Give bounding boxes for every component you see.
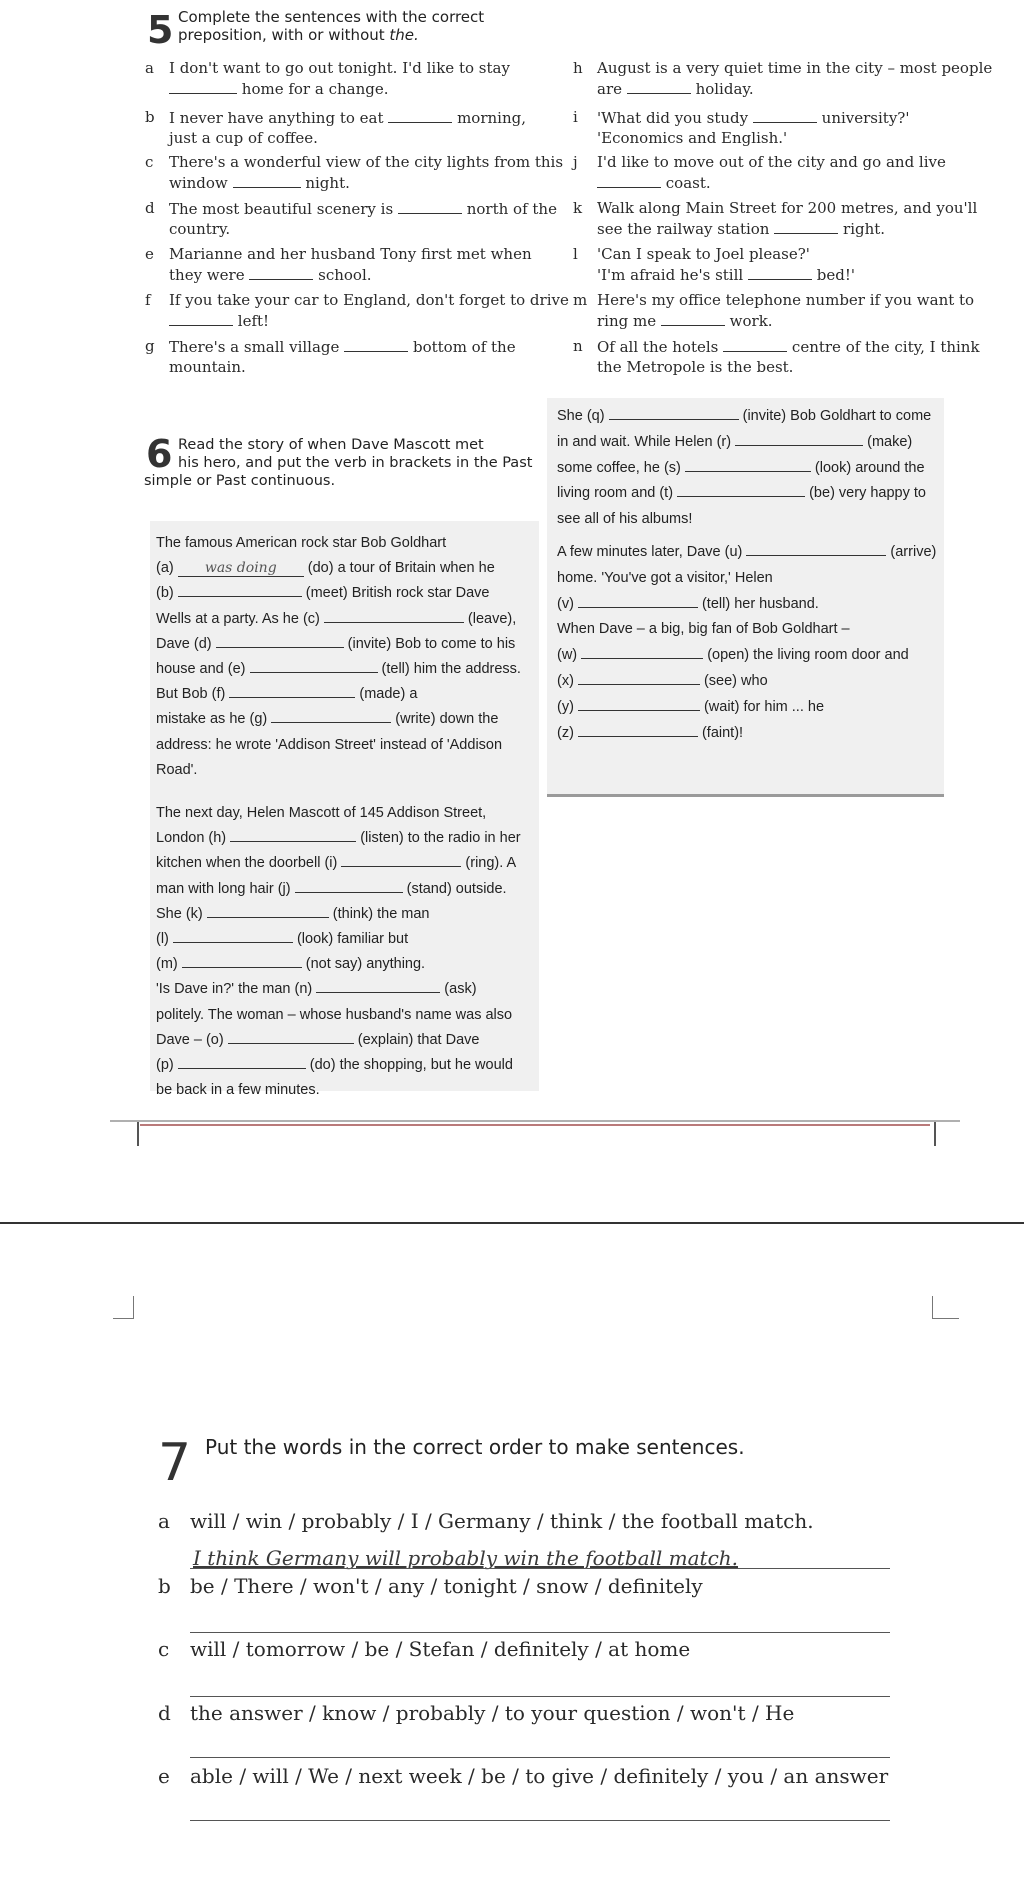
- answer-blank[interactable]: [578, 721, 698, 737]
- story-line: [156, 632, 515, 657]
- story-text: (tell) him the address.: [377, 661, 521, 677]
- story-text: (invite) Bob Goldhart to come: [738, 408, 932, 424]
- answer-blank[interactable]: [685, 456, 811, 472]
- story-line: [557, 643, 909, 668]
- story-line: [156, 977, 477, 1002]
- story-line: [557, 695, 824, 720]
- story-text: (meet) British rock star Dave: [301, 585, 490, 602]
- answer-blank[interactable]: [229, 682, 355, 698]
- story-text: (a): [156, 560, 178, 577]
- story-text: mistake as he (g): [156, 711, 272, 728]
- story-line: [156, 801, 486, 826]
- story-line: [156, 877, 507, 902]
- story-text: (b): [156, 585, 178, 602]
- story-text: (x): [557, 673, 578, 689]
- story-line: [156, 952, 425, 977]
- story-line: [156, 1078, 320, 1103]
- exercise-7-instruction: Put the words in the correct order to make sentences.: [205, 1435, 745, 1459]
- story-line: [557, 617, 850, 642]
- story-text: But Bob (f): [156, 686, 230, 703]
- story-line: [557, 721, 743, 746]
- answer-blank[interactable]: [341, 851, 461, 867]
- story-text: (wait) for him ... he: [699, 698, 825, 715]
- story-text: The next day, Helen Mascott of 145 Addison Street,: [156, 805, 487, 821]
- exercise-7-item-d: d the answer / know / probably / to your question / won't / He: [158, 1701, 795, 1725]
- story-text: address: he wrote 'Addison Street' instead of 'Addison: [156, 736, 503, 753]
- story-line: [156, 707, 498, 732]
- story-text: (look) around the: [810, 459, 925, 476]
- answer-blank[interactable]: [169, 79, 237, 94]
- story-line: [156, 581, 490, 606]
- instruction-line-1: Complete the sentences with the correct: [178, 8, 485, 26]
- story-right-bottom-rule: [547, 794, 944, 797]
- story-line: [156, 607, 516, 632]
- story-line: [156, 1053, 513, 1078]
- answer-blank[interactable]: [398, 199, 462, 214]
- exercise-7-answer-a: I think Germany will probably win the football match.: [193, 1546, 739, 1570]
- story-text: home. 'You've got a visitor,' Helen: [557, 569, 773, 586]
- exercise-5-number: 5: [147, 8, 174, 52]
- story-text: (think) the man: [328, 905, 430, 922]
- answer-blank[interactable]: [578, 669, 700, 685]
- story-text: (see) who: [699, 673, 768, 689]
- answer-blank[interactable]: [746, 540, 886, 556]
- answer-blank[interactable]: [748, 265, 812, 280]
- story-text: A few minutes later, Dave (u): [557, 544, 747, 560]
- answer-line-a[interactable]: [190, 1568, 890, 1569]
- instruction-line-2: preposition, with or without the.: [178, 26, 419, 44]
- story-line: [557, 592, 819, 617]
- story-text: kitchen when the doorbell (i): [156, 855, 342, 872]
- story-text: (p): [156, 1057, 178, 1073]
- answer-blank[interactable]: [316, 977, 440, 993]
- story-line: [557, 540, 936, 565]
- story-text: (make): [863, 433, 913, 450]
- story-line: [156, 1028, 479, 1053]
- story-text: living room and (t): [557, 485, 678, 502]
- story-text: (z): [557, 724, 578, 741]
- story-text: (v): [557, 595, 578, 612]
- exercise-7-item-b: b be / There / won't / any / tonight / snow / definitely: [158, 1574, 703, 1598]
- story-text: politely. The woman – whose husband's name was also: [156, 1006, 513, 1023]
- answer-blank[interactable]: [173, 927, 293, 943]
- story-text: (do) a tour of Britain when he: [303, 560, 495, 577]
- exercise-7-number: 7: [158, 1433, 192, 1493]
- answer-blank[interactable]: [169, 311, 233, 326]
- answer-blank[interactable]: [207, 902, 329, 918]
- answer-blank[interactable]: [581, 643, 703, 659]
- story-text: The famous American rock star Bob Goldhart: [156, 535, 447, 551]
- story-text: some coffee, he (s): [557, 459, 685, 476]
- story-text: be back in a few minutes.: [156, 1082, 320, 1099]
- answer-blank[interactable]: [178, 1053, 306, 1069]
- story-line: [156, 851, 516, 876]
- answer-blank[interactable]: [597, 173, 661, 188]
- answer-blank[interactable]: [228, 1028, 354, 1044]
- story-line: [156, 733, 502, 758]
- story-text: (tell) her husband.: [697, 595, 819, 612]
- story-text: (faint)!: [697, 724, 744, 741]
- story-line: [557, 404, 931, 429]
- page-divider: [0, 1222, 1024, 1224]
- answer-blank[interactable]: [388, 108, 452, 123]
- story-line: [557, 507, 692, 532]
- story-line: [156, 927, 408, 952]
- story-line: [557, 669, 768, 694]
- story-text: (m): [156, 956, 182, 973]
- rule-tick-left: [137, 1122, 139, 1146]
- answer-line-d[interactable]: [190, 1757, 890, 1758]
- rule-gray: [110, 1120, 960, 1122]
- answer-blank[interactable]: [661, 311, 725, 326]
- story-text: (write) down the: [391, 711, 499, 728]
- answer-blank[interactable]: [324, 607, 464, 623]
- answer-line-c[interactable]: [190, 1696, 890, 1697]
- story-line: [557, 481, 926, 506]
- story-text: Wells at a party. As he (c): [156, 610, 324, 627]
- story-text: 'Is Dave in?' the man (n): [156, 981, 317, 998]
- story-text: London (h): [156, 830, 231, 847]
- answer-blank[interactable]: [723, 337, 787, 352]
- story-line: [156, 826, 521, 851]
- crop-mark-right: [932, 1296, 959, 1319]
- story-text: When Dave – a big, big fan of Bob Goldhart –: [557, 621, 850, 638]
- answer-blank[interactable]: [178, 581, 302, 597]
- answer-blank[interactable]: [249, 265, 313, 280]
- answer-blank[interactable]: [578, 695, 700, 711]
- answer-line-e[interactable]: [190, 1820, 890, 1821]
- story-line: [557, 456, 925, 481]
- answer-blank[interactable]: [774, 219, 838, 234]
- story-line: [156, 1003, 512, 1028]
- answer-blank[interactable]: [735, 430, 863, 446]
- story-text: (made) a: [355, 686, 418, 703]
- story-line: [156, 902, 430, 927]
- answer-blank[interactable]: [344, 337, 408, 352]
- exercise-7-item-a: a will / win / probably / I / Germany / think / the football match.: [158, 1509, 814, 1533]
- exercise-7-item-c: c will / tomorrow / be / Stefan / definitely / at home: [158, 1637, 691, 1661]
- story-text: (invite) Bob to come to his: [343, 635, 516, 652]
- story-text: Dave – (o): [156, 1031, 228, 1048]
- story-text: (look) familiar but: [292, 931, 409, 947]
- story-text: (open) the living room door and: [703, 647, 909, 664]
- answer-blank[interactable]: [627, 79, 691, 94]
- answer-blank[interactable]: [578, 592, 698, 608]
- story-text: in and wait. While Helen (r): [557, 433, 736, 450]
- answer-blank[interactable]: [230, 826, 356, 842]
- answer-blank[interactable]: [216, 632, 344, 648]
- story-text: see all of his albums!: [557, 511, 693, 528]
- story-text: (y): [557, 698, 578, 715]
- exercise-5-instruction: [178, 8, 484, 44]
- story-text: (listen) to the radio in her: [356, 830, 521, 847]
- story-text: (w): [557, 647, 582, 664]
- story-text: (stand) outside.: [402, 880, 507, 897]
- story-text: Dave (d): [156, 635, 216, 652]
- story-text: (ring). A: [461, 855, 517, 872]
- story-text: (not say) anything.: [301, 956, 426, 973]
- rule-tick-right: [934, 1122, 936, 1146]
- story-text: (do) the shopping, but he would: [305, 1057, 513, 1073]
- story-text: (l): [156, 931, 173, 947]
- answer-blank[interactable]: [182, 952, 302, 968]
- answer-blank[interactable]: [250, 657, 378, 673]
- crop-mark-left: [113, 1296, 134, 1319]
- story-text: (arrive): [886, 544, 937, 560]
- story-text: Road'.: [156, 761, 198, 778]
- story-text: (explain) that Dave: [353, 1031, 480, 1048]
- story-line: [156, 758, 197, 783]
- answer-blank[interactable]: [295, 877, 403, 893]
- story-line: [557, 430, 912, 455]
- story-text: (leave),: [463, 610, 517, 627]
- story-line: [557, 566, 773, 591]
- story-text: She (k): [156, 905, 207, 922]
- story-line: [156, 682, 417, 707]
- story-text: She (q): [557, 408, 609, 424]
- answer-blank[interactable]: [233, 173, 301, 188]
- story-line: [156, 531, 446, 556]
- answer-a-handwritten[interactable]: was doing: [178, 561, 304, 577]
- exercise-6-number: 6: [146, 432, 173, 476]
- answer-blank[interactable]: [753, 108, 817, 123]
- story-text: (be) very happy to: [805, 485, 926, 502]
- answer-blank[interactable]: [677, 481, 805, 497]
- story-text: (ask): [440, 981, 477, 998]
- story-text: man with long hair (j): [156, 880, 295, 897]
- answer-blank[interactable]: [271, 707, 391, 723]
- story-text: house and (e): [156, 661, 250, 677]
- rule-red: [140, 1124, 930, 1126]
- story-line: [156, 556, 495, 581]
- exercise-6-instruction: Read the story of when Dave Mascott met his hero, and put the verb in brackets in the Past simple or Past continuous.: [144, 437, 533, 489]
- exercise-7-item-e: e able / will / We / next week / be / to give / definitely / you / an answer: [158, 1764, 889, 1788]
- answer-blank[interactable]: [609, 404, 739, 420]
- story-line: [156, 657, 521, 682]
- answer-line-b[interactable]: [190, 1632, 890, 1633]
